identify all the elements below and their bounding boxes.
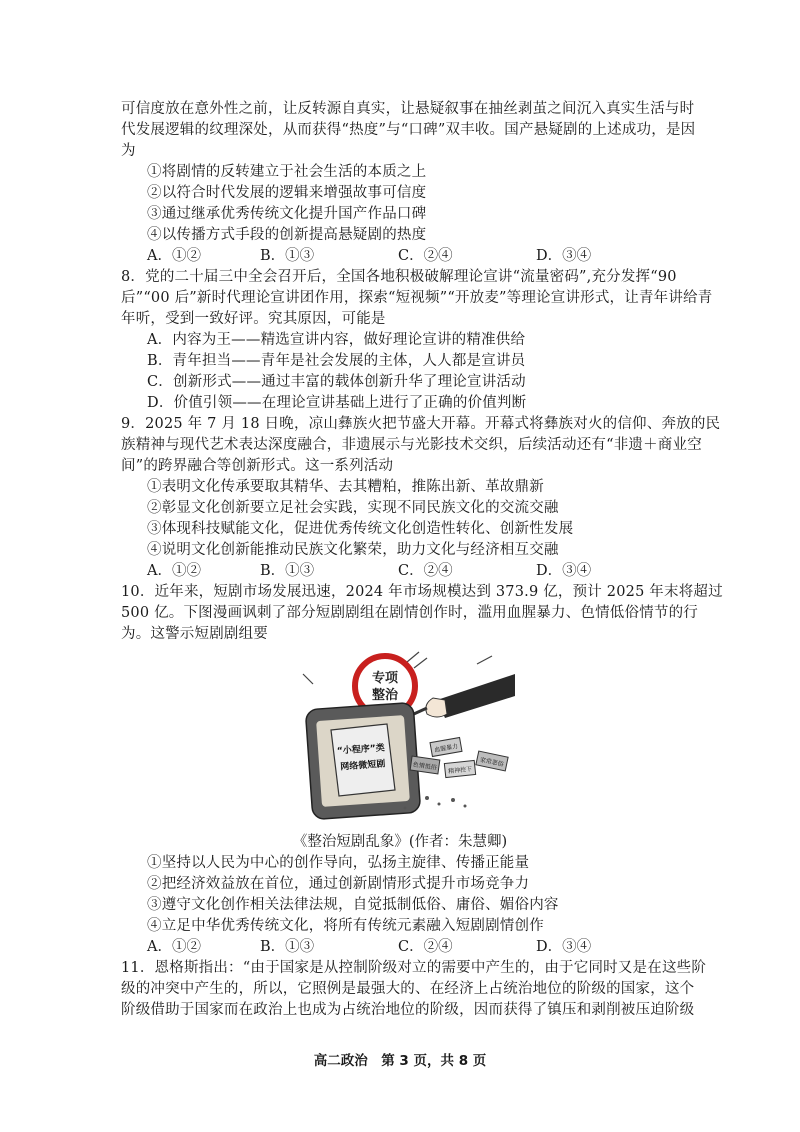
q10-stem: 500 亿。下图漫画讽刺了部分短剧剧组在剧情创作时，滥用血腥暴力、色情低俗情节的行 <box>121 605 698 621</box>
page-footer: 高二政治 第 3 页，共 8 页 <box>313 1053 487 1069</box>
passage-line: 为 <box>121 143 136 159</box>
q7-option: ③通过继承优秀传统文化提升国产作品口碑 <box>147 206 427 222</box>
q10-option: ①坚持以人民为中心的创作导向，弘扬主旋律、传播正能量 <box>147 855 530 871</box>
q7-option: ①将剧情的反转建立于社会生活的本质之上 <box>147 164 427 180</box>
q8-option-d[interactable]: D．价值引领——在理论宣讲基础上进行了正确的价值判断 <box>147 395 527 411</box>
choice-a[interactable]: A．①② <box>147 939 201 955</box>
card-text-4: 家常恶俗 <box>479 756 505 769</box>
hand <box>426 698 447 717</box>
q10-option: ②把经济效益放在首位，通过创新剧情形式提升市场竞争力 <box>147 876 530 892</box>
sign-text-1: 专项 <box>371 671 399 686</box>
q11-stem: 级的冲突中产生的，所以，它照例是最强大的、在经济上占统治地位的阶级的国家，这个 <box>121 981 695 997</box>
q11-stem: 阶级借助于国家而在政治上也成为占统治地位的阶级，因而获得了镇压和剥削被压迫阶级 <box>121 1002 695 1018</box>
q10-stem: 为。这警示短剧剧组要 <box>121 626 268 642</box>
arm-sleeve <box>437 674 515 718</box>
q7-option: ④以传播方式手段的创新提高悬疑剧的热度 <box>147 227 427 243</box>
q10-stem: 10．近年来，短剧市场发展迅速，2024 年市场规模达到 373.9 亿，预计 2025 年末将超过 <box>121 584 723 600</box>
q10-option: ③遵守文化创作相关法律法规，自觉抵制低俗、庸俗、媚俗内容 <box>147 897 559 913</box>
q8-option-b[interactable]: B．青年担当——青年是社会发展的主体，人人都是宣讲员 <box>147 353 526 369</box>
passage-line: 可信度放在意外性之前，让反转源自真实，让悬疑叙事在抽丝剥茧之间沉入真实生活与时 <box>121 101 695 117</box>
q9-option: ①表明文化传承要取其精华、去其糟粕，推陈出新、革故鼎新 <box>147 479 544 495</box>
cartoon-caption: 《整治短剧乱象》(作者：朱慧卿) <box>292 834 508 850</box>
choice-a[interactable]: A．①② <box>147 248 201 264</box>
q11-stem: 11．恩格斯指出：“由于国家是从控制阶级对立的需要中产生的，由于它同时又是在这些阶 <box>121 960 707 976</box>
phone-text-2: 网络微短剧 <box>340 759 386 773</box>
choice-b[interactable]: B．①③ <box>260 939 315 955</box>
q8-option-c[interactable]: C．创新形式——通过丰富的载体创新升华了理论宣讲活动 <box>147 374 526 390</box>
card-text-2: 色情低俗 <box>412 761 438 772</box>
q9-option: ②彰显文化创新要立足社会实践，实现不同民族文化的交流交融 <box>147 500 559 516</box>
choice-c[interactable]: C．②④ <box>398 939 453 955</box>
q7-option: ②以符合时代发展的逻辑来增强故事可信度 <box>147 185 427 201</box>
cartoon-image <box>287 648 517 820</box>
q10-option: ④立足中华优秀传统文化，将所有传统元素融入短剧剧情创作 <box>147 918 544 934</box>
q8-stem: 8．党的二十届三中全会召开后，全国各地积极破解理论宣讲“流量密码”,充分发挥“90 <box>121 269 677 285</box>
card-text-1: 血腥暴力 <box>433 742 459 755</box>
choice-c[interactable]: C．②④ <box>398 248 453 264</box>
q8-option-a[interactable]: A．内容为王——精选宣讲内容，做好理论宣讲的精准供给 <box>147 332 526 348</box>
choice-a[interactable]: A．①② <box>147 563 201 579</box>
choice-d[interactable]: D．③④ <box>536 248 592 264</box>
choice-b[interactable]: B．①③ <box>260 563 315 579</box>
q9-stem: 9．2025 年 7 月 18 日晚，凉山彝族火把节盛大开幕。开幕式将彝族对火的信仰、奔放的民 <box>121 416 721 432</box>
sign-text-2: 整治 <box>371 688 399 703</box>
phone-text-1: “小程序”类 <box>336 743 386 757</box>
choice-d[interactable]: D．③④ <box>536 939 592 955</box>
q9-stem: 族精神与现代艺术表达深度融合，非遗展示与光影技术交织，后续活动还有“非遗＋商业空 <box>121 437 702 453</box>
passage-line: 代发展逻辑的纹理深处，从而获得“热度”与“口碑”双丰收。国产悬疑剧的上述成功，是因 <box>121 122 696 138</box>
q9-option: ③体现科技赋能文化，促进优秀传统文化创造性转化、创新性发展 <box>147 521 574 537</box>
choice-b[interactable]: B．①③ <box>260 248 315 264</box>
q9-stem: 间”的跨界融合等创新形式。这一系列活动 <box>121 458 394 474</box>
q9-option: ④说明文化创新能推动民族文化繁荣，助力文化与经济相互交融 <box>147 542 559 558</box>
q8-stem: 年听，受到一致好评。究其原因，可能是 <box>121 311 386 327</box>
card-text-3: 精神控下 <box>447 765 473 776</box>
choice-c[interactable]: C．②④ <box>398 563 453 579</box>
choice-d[interactable]: D．③④ <box>536 563 592 579</box>
q8-stem: 后”“00 后”新时代理论宣讲团作用，探索“短视频”“开放麦”等理论宣讲形式，让青年讲给青 <box>121 290 713 306</box>
